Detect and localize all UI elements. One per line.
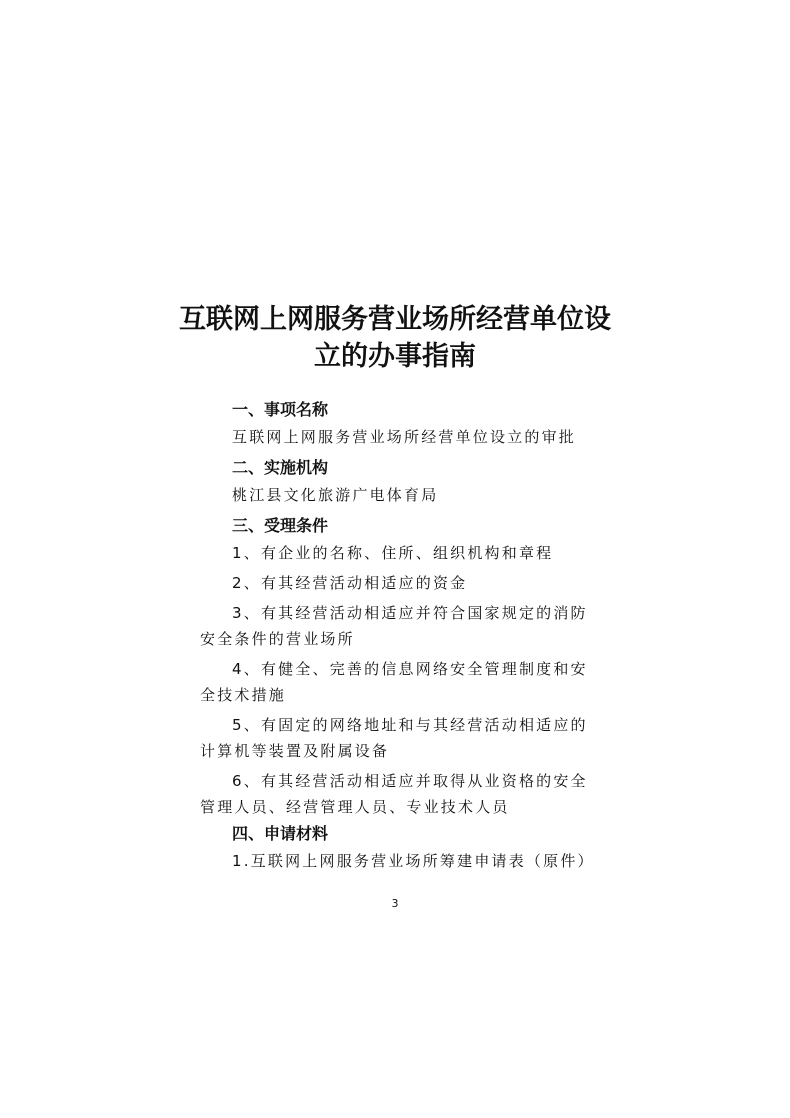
material-item-1: 1.互联网上网服务营业场所筹建申请表（原件）	[232, 852, 595, 870]
page-number: 3	[391, 897, 399, 910]
condition-item-4: 4、有健全、完善的信息网络安全管理制度和安全技术措施	[200, 660, 588, 704]
section-heading-item-name: 一、事项名称	[232, 400, 329, 419]
document-title-line-2: 立的办事指南	[314, 341, 476, 372]
section-heading-materials: 四、申请材料	[232, 824, 329, 843]
document-title-line-1: 互联网上网服务营业场所经营单位设	[179, 304, 611, 335]
condition-item-3: 3、有其经营活动相适应并符合国家规定的消防安全条件的营业场所	[200, 604, 588, 648]
condition-item-6: 6、有其经营活动相适应并取得从业资格的安全管理人员、经营管理人员、专业技术人员	[200, 772, 588, 816]
document-body	[200, 396, 596, 874]
section-heading-agency: 二、实施机构	[232, 458, 329, 477]
agency-text: 桃江县文化旅游广电体育局	[232, 486, 439, 504]
section-heading-conditions: 三、受理条件	[232, 516, 329, 535]
condition-item-5: 5、有固定的网络地址和与其经营活动相适应的计算机等装置及附属设备	[200, 716, 588, 760]
condition-item-1: 1、有企业的名称、住所、组织机构和章程	[232, 544, 554, 562]
item-name-text: 互联网上网服务营业场所经营单位设立的审批	[232, 428, 577, 446]
condition-item-2: 2、有其经营活动相适应的资金	[232, 574, 468, 592]
